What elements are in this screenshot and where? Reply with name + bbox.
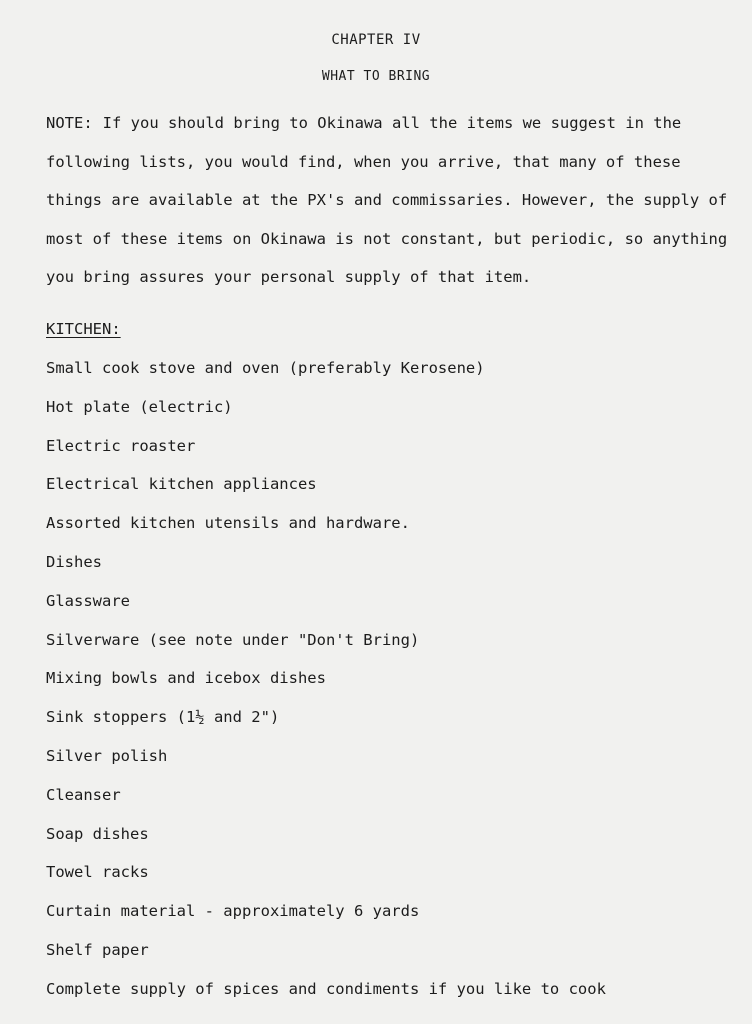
list-item: Assorted kitchen utensils and hardware. xyxy=(46,514,410,533)
list-item: Complete supply of spices and condiments if you like to cook xyxy=(46,979,606,998)
list-item: Shelf paper xyxy=(46,940,149,959)
list-item: Small cook stove and oven (preferably Kerosene) xyxy=(46,359,485,377)
list-item: Silver polish xyxy=(46,746,168,765)
note-text: If you should bring to Okinawa all the items we suggest in the following lists, you would find, when you arrive, that many of these things are available at the PX's and commissaries. However, the supply of most of these items on Okinawa is not constant, but periodic, so anything you bring assures your personal supply of that item. xyxy=(46,114,728,287)
kitchen-heading: KITCHEN: xyxy=(46,320,121,338)
list-item: Hot plate (electric) xyxy=(46,397,233,416)
list-item: Cleanser xyxy=(46,785,121,804)
list-item: Mixing bowls and icebox dishes xyxy=(46,669,326,688)
note-paragraph xyxy=(46,104,736,297)
list-item: Curtain material - approximately 6 yards xyxy=(46,902,420,921)
note-label: NOTE: xyxy=(46,114,93,132)
list-item: Sink stoppers (1½ and 2") xyxy=(46,708,280,727)
list-item: Dishes xyxy=(46,552,102,571)
list-item: Electric roaster xyxy=(46,436,196,455)
list-item: Glassware xyxy=(46,591,130,610)
list-item: Towel racks xyxy=(46,863,149,882)
kitchen-item-list xyxy=(46,357,736,1017)
list-item: Silverware (see note under "Don't Bring) xyxy=(46,630,420,649)
chapter-heading: CHAPTER IV xyxy=(331,32,421,48)
list-item: Soap dishes xyxy=(46,824,149,843)
list-item: Electrical kitchen appliances xyxy=(46,475,317,494)
section-title: WHAT TO BRING xyxy=(321,69,431,84)
